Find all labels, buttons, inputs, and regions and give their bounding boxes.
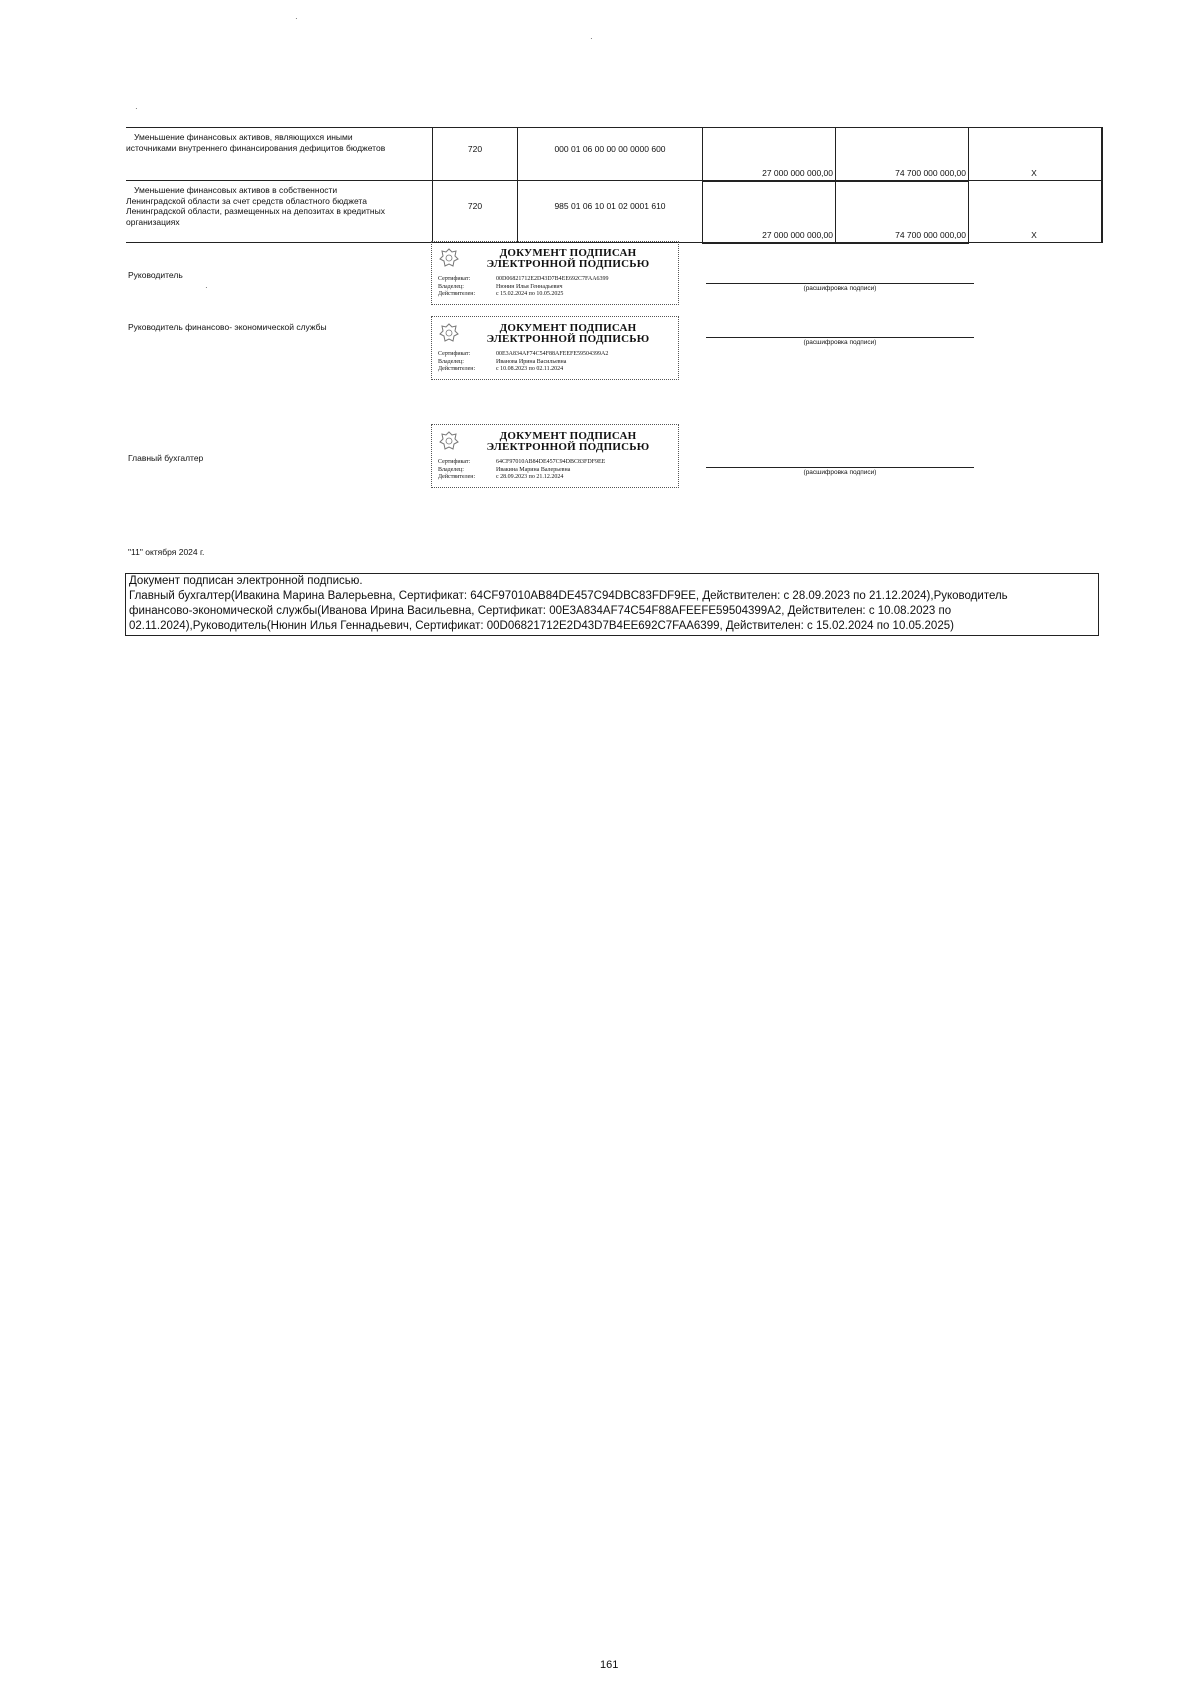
signature-caption: (расшифровка подписи) <box>803 285 877 292</box>
stamp-title: ДОКУМЕНТ ПОДПИСАН ЭЛЕКТРОННОЙ ПОДПИСЬЮ <box>486 322 650 345</box>
signature-caption: (расшифровка подписи) <box>803 469 877 476</box>
signer-role-chief-accountant: Главный бухгалтер <box>128 453 204 463</box>
stamp-details: Сертификат: 64CF97010AB84DE457C94DBC83FDF9EE Владелец: Ивакина Марина Валерьевна Действителен: с 28.09.2023 по 21.12.2024 <box>438 459 606 480</box>
row-code: 720 <box>433 181 518 243</box>
row-kbk: 985 01 06 10 01 02 0001 610 <box>518 181 703 243</box>
row-value-approved: 27 000 000 000,00 <box>703 128 836 181</box>
stamp-title: ДОКУМЕНТ ПОДПИСАН ЭЛЕКТРОННОЙ ПОДПИСЬЮ <box>486 430 650 453</box>
signer-role-head: Руководитель <box>128 270 183 280</box>
table-row <box>126 181 1102 243</box>
certificate-validity: с 28.09.2023 по 21.12.2024 <box>496 474 564 480</box>
row-mark: X <box>969 181 1103 243</box>
page-number: 161 <box>600 1659 619 1671</box>
row-name: Уменьшение финансовых активов в собственности Ленинградской области за счет средств областного бюджета Ленинградской области, размещенных на депозитах в кредитных организациях <box>126 181 433 243</box>
coat-of-arms-icon <box>438 430 460 452</box>
e-signature-stamp <box>431 241 679 305</box>
row-value-approved: 27 000 000 000,00 <box>703 181 836 243</box>
table-row <box>126 128 1102 181</box>
stamp-details: Сертификат: 00D06821712E2D43D7B4EE692C7FAA6399 Владелец: Нюнин Илья Геннадьевич Действителен: с 15.02.2024 по 10.05.2025 <box>438 276 609 297</box>
e-signature-stamp <box>431 316 679 380</box>
coat-of-arms-icon <box>438 247 460 269</box>
row-mark: X <box>969 128 1103 181</box>
certificate-number: 00E3A834AF74C54F88AFEEFE59504399A2 <box>496 351 609 357</box>
row-code: 720 <box>433 128 518 181</box>
scan-speck: · <box>135 104 138 113</box>
signer-role-finance-head: Руководитель финансово- экономической службы <box>128 322 327 332</box>
certificate-owner: Иванова Ирина Васильевна <box>496 358 567 365</box>
certificate-number: 00D06821712E2D43D7B4EE692C7FAA6399 <box>496 276 609 282</box>
certificate-owner: Ивакина Марина Валерьевна <box>496 466 571 473</box>
financing-table <box>126 127 1103 244</box>
row-kbk: 000 01 06 00 00 00 0000 600 <box>518 128 703 181</box>
signature-line <box>706 283 974 284</box>
signature-line <box>706 337 974 338</box>
e-signature-summary-box: Документ подписан электронной подписью. Главный бухгалтер(Ивакина Марина Валерьевна, Сертификат: 64CF97010AB84DE457C94DBC83FDF9EE, Действителен: с 28.09.2023 по 21.12.2024),Руководитель финансово-экономической службы(Иванова Ирина Васильевна, Сертификат: 00E3A834AF74C54F88AFEEFE59504399A2, Действителен: с 10.08.2023 по 02.11.2024),Руководитель(Нюнин Илья Геннадьевич, Сертификат: 00D06821712E2D43D7B4EE692C7FAA6399, Действителен: с 15.02.2024 по 10.05.2025) <box>125 573 1099 636</box>
scan-speck: · <box>205 283 208 292</box>
signature-caption: (расшифровка подписи) <box>803 339 877 346</box>
e-signature-stamp <box>431 424 679 488</box>
stamp-title: ДОКУМЕНТ ПОДПИСАН ЭЛЕКТРОННОЙ ПОДПИСЬЮ <box>486 247 650 270</box>
coat-of-arms-icon <box>438 322 460 344</box>
certificate-number: 64CF97010AB84DE457C94DBC83FDF9EE <box>496 459 606 465</box>
scan-speck: · <box>295 14 298 23</box>
certificate-owner: Нюнин Илья Геннадьевич <box>496 283 563 290</box>
certificate-validity: с 15.02.2024 по 10.05.2025 <box>496 291 564 297</box>
scan-speck: · <box>590 34 593 43</box>
certificate-validity: с 10.08.2023 по 02.11.2024 <box>496 366 564 372</box>
stamp-details: Сертификат: 00E3A834AF74C54F88AFEEFE59504399A2 Владелец: Иванова Ирина Васильевна Действителен: с 10.08.2023 по 02.11.2024 <box>438 351 609 372</box>
row-name: Уменьшение финансовых активов, являющихся иными источниками внутреннего финансирования дефицитов бюджетов <box>126 128 433 181</box>
row-value-executed: 74 700 000 000,00 <box>836 128 969 181</box>
row-value-executed: 74 700 000 000,00 <box>836 181 969 243</box>
signature-line <box>706 467 974 468</box>
document-date: "11" октября 2024 г. <box>128 547 205 557</box>
